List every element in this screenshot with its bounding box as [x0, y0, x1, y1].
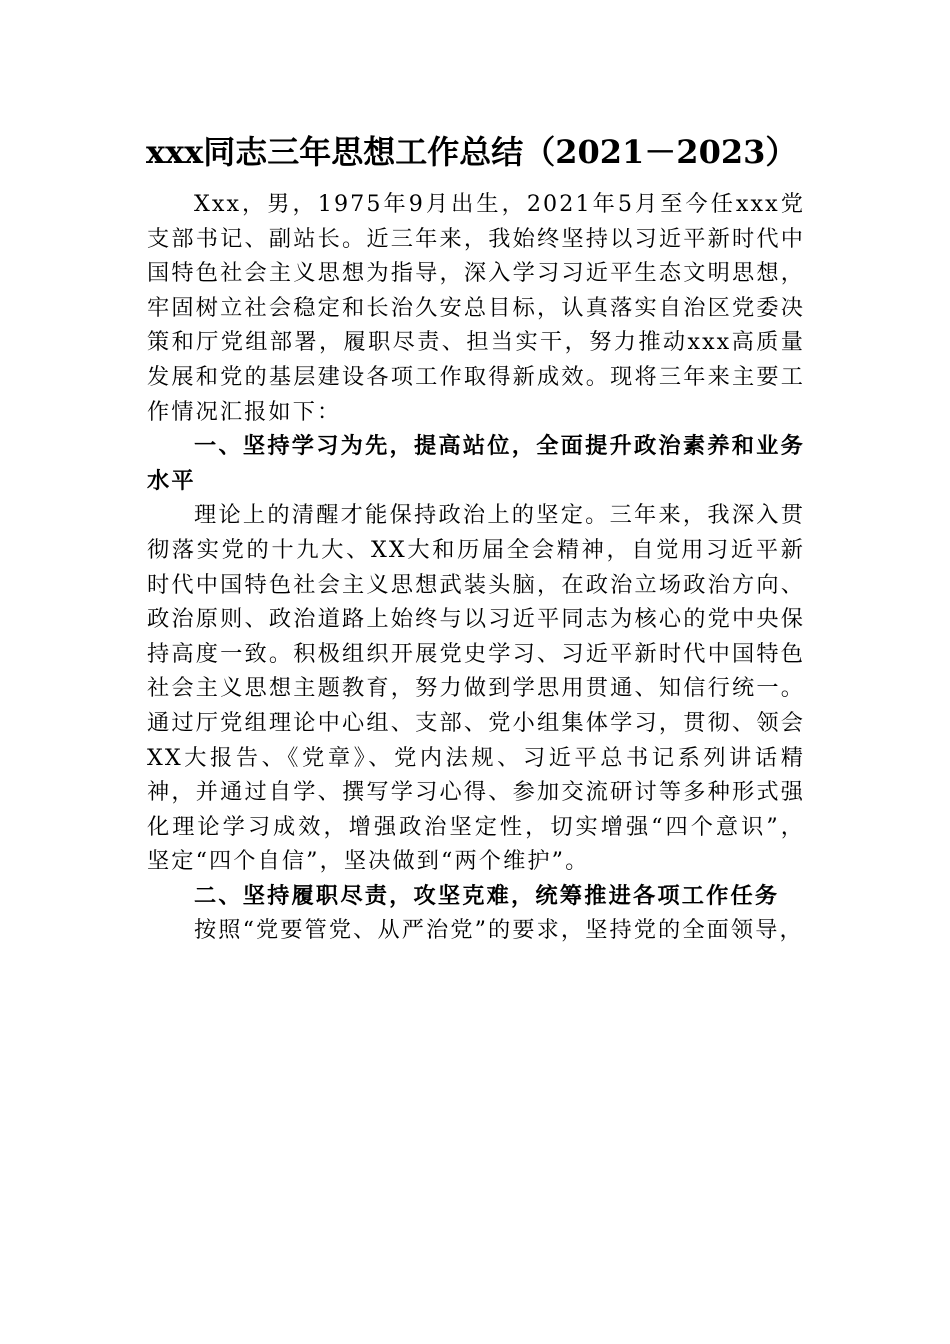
section-heading-2: 二、坚持履职尽责，攻坚克难，统筹推进各项工作任务: [194, 882, 780, 909]
document-title: xxx同志三年思想工作总结（2021－2023）: [146, 133, 798, 171]
section-2-paragraph: 按照“党要管党、从严治党”的要求，坚持党的全面领导，: [194, 917, 804, 944]
document-body: [147, 187, 805, 948]
section-1-paragraph: 理论上的清醒才能保持政治上的坚定。三年来，我深入贯彻落实党的十九大、XX大和历届全会精神，自觉用习近平新时代中国特色社会主义思想武装头脑，在政治立场政治方向、政治原则、政治道路上始终与以习近平同志为核心的党中央保持高度一致。积极组织开展党史学习、习近平新时代中国特色社会主义思想主题教育，努力做到学思用贯通、知信行统一。通过厅党组理论中心组、支部、党小组集体学习，贯彻、领会XX大报告、《党章》、党内法规、习近平总书记系列讲话精神，并通过自学、撰写学习心得、参加交流研讨等多种形式强化理论学习成效，增强政治坚定性，切实增强“四个意识”，坚定“四个自信”，坚决做到“两个维护”。: [147, 502, 805, 875]
section-heading-1: 一、坚持学习为先，提高站位，全面提升政治素养和业务水平: [147, 433, 805, 494]
intro-paragraph: Xxx，男，1975年9月出生，2021年5月至今任xxx党支部书记、副站长。近三年来，我始终坚持以习近平新时代中国特色社会主义思想为指导，深入学习习近平生态文明思想，牢固树立社会稳定和长治久安总目标，认真落实自治区党委决策和厅党组部署，履职尽责、担当实干，努力推动xxx高质量发展和党的基层建设各项工作取得新成效。现将三年来主要工作情况汇报如下：: [147, 191, 805, 425]
